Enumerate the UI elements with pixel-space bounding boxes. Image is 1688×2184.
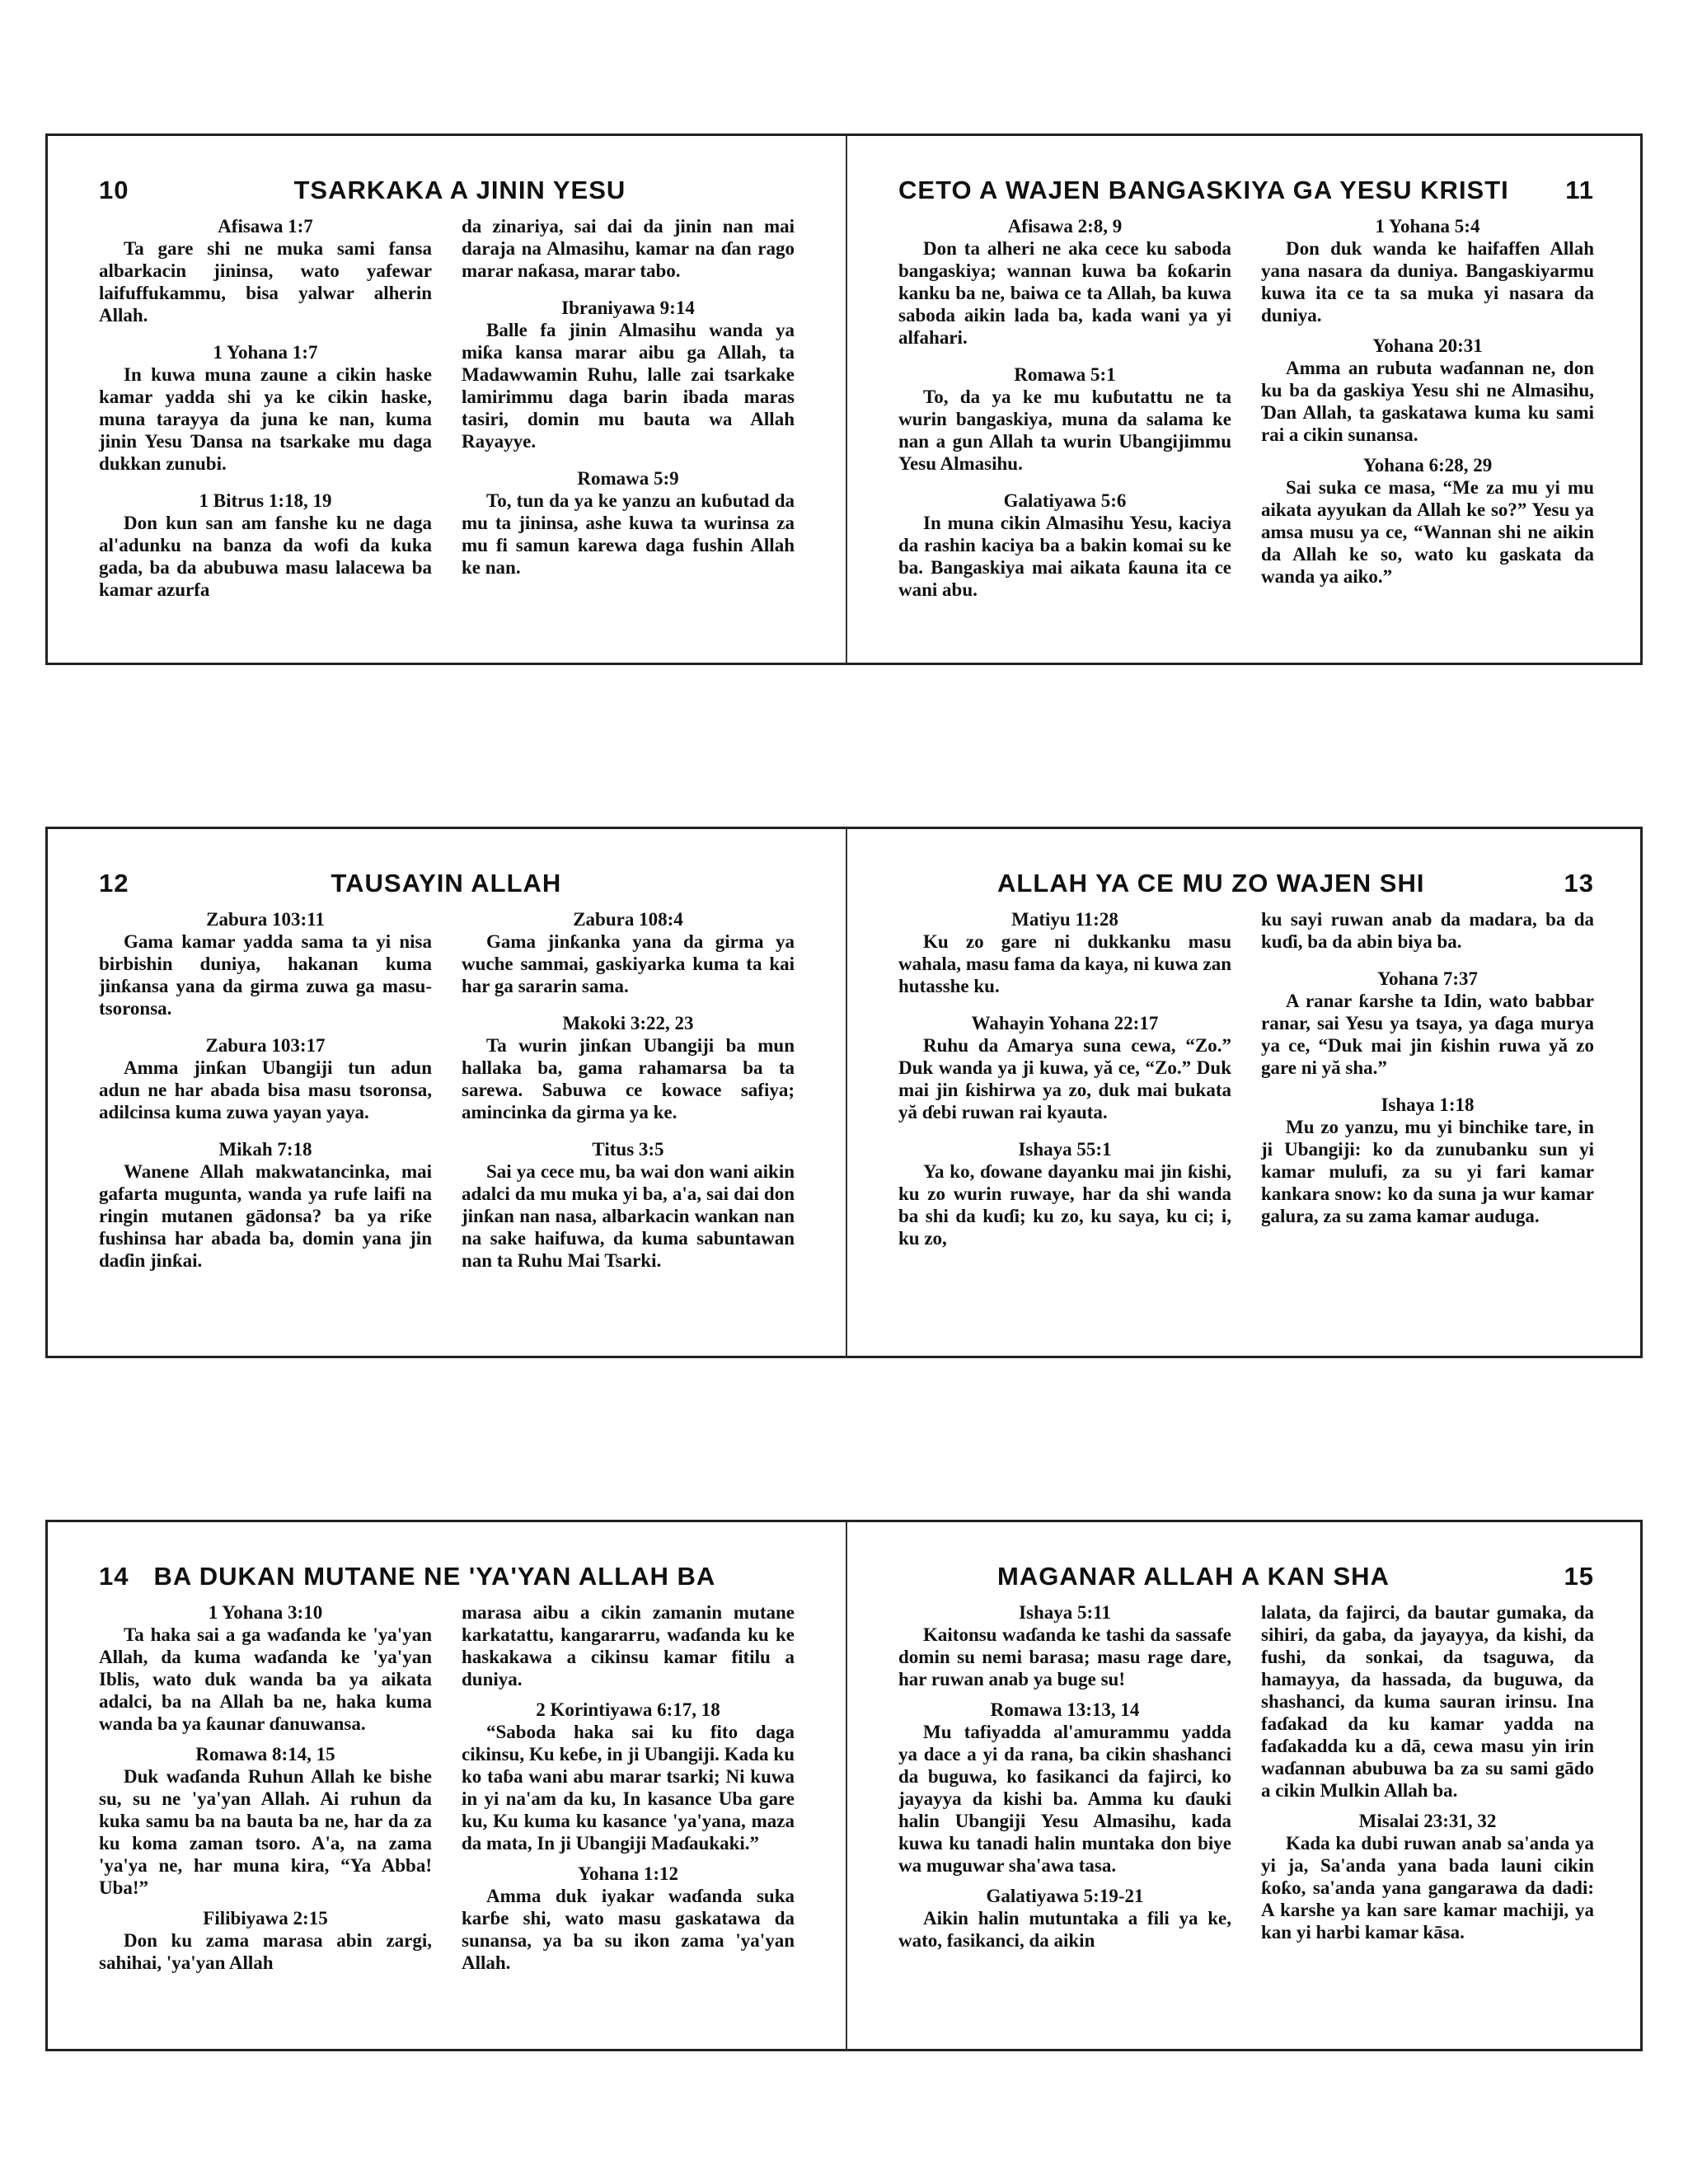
page-header bbox=[898, 176, 1594, 209]
verse-text: Don kun san am fanshe ku ne daga al'adunku na banza da wofi da kuka gada, ba da abubuwa masu lalacewa ba kamar azurfa bbox=[99, 513, 432, 600]
page-number: 13 bbox=[1564, 869, 1594, 898]
verse-reference: Galatiyawa 5:19-21 bbox=[986, 1886, 1144, 1906]
text-column-2 bbox=[462, 1601, 795, 1989]
text-column-1 bbox=[898, 1601, 1231, 1966]
verse-text: Gama kamar yadda sama ta yi nisa birbishin duniya, hakanan kuma jinƙansa yana da girma zuwa ga masu-tsoronsa. bbox=[99, 931, 432, 1019]
verse-text: Ta wurin jinƙan Ubangiji ba mun hallaka ba, gama rahamarsa ba ta sarewa. Sabuwa ce kowace safiya; amincinka da girma ya ke. bbox=[462, 1035, 795, 1122]
page-11 bbox=[847, 136, 1645, 663]
page-10 bbox=[48, 136, 846, 663]
text-column-2 bbox=[462, 908, 795, 1286]
verse-reference: Matiyu 11:28 bbox=[1011, 909, 1118, 930]
verse-reference: Filibiyawa 2:15 bbox=[203, 1908, 328, 1929]
page-title: ALLAH YA CE MU ZO WAJEN SHI bbox=[997, 869, 1425, 898]
page-header bbox=[99, 176, 795, 209]
verse-text: Kaitonsu waɗanda ke tashi da sassafe domin su nemi barasa; masu rage dare, har ruwan anab ya buge su! bbox=[898, 1624, 1231, 1690]
verse-reference: Ishaya 55:1 bbox=[1018, 1139, 1112, 1160]
verse-reference: Romawa 13:13, 14 bbox=[990, 1699, 1140, 1720]
verse-text: Ruhu da Amarya suna cewa, “Zo.” Duk wanda ya ji kuwa, yă ce, “Zo.” Duk mai jin ƙishirwa ya zo, duk mai bukata yă ɗebi ruwan rai kyauta. bbox=[898, 1035, 1231, 1122]
verse-reference: Yohana 1:12 bbox=[577, 1863, 679, 1884]
verse-reference: Mikah 7:18 bbox=[218, 1139, 312, 1160]
verse-reference: Yohana 7:37 bbox=[1376, 968, 1479, 989]
verse-text: To, tun da ya ke yanzu an kuɓutad da mu ta jininsa, ashe kuwa ta wurinsa za mu fi samun karewa daga fushin Allah ke nan. bbox=[462, 490, 795, 578]
verse-text: To, da ya ke mu kuɓutattu ne ta wurin bangaskiya, muna da salama ke nan a gun Allah ta wurin Ubangijimmu Yesu Almasihu. bbox=[898, 387, 1231, 474]
verse-text: Amma an rubuta waɗannan ne, don ku ba da gaskiya Yesu shi ne Almasihu, Ɗan Allah, ta gaskatawa kuma ku sami rai a cikin sunansa. bbox=[1261, 358, 1594, 445]
text-column-1 bbox=[99, 215, 432, 616]
verse-reference: Romawa 8:14, 15 bbox=[195, 1744, 335, 1765]
verse-reference: 1 Bitrus 1:18, 19 bbox=[199, 490, 332, 511]
verse-text: Balle fa jinin Almasihu wanda ya miƙa kansa marar aibu ga Allah, ta Madawwamin Ruhu, lalle zai tsarkake lamirimmu daga barin ibada maras tasiri, domin mu bauta wa Allah Rayayye. bbox=[462, 320, 795, 452]
verse-reference: Wahayin Yohana 22:17 bbox=[971, 1013, 1159, 1033]
verse-reference: 1 Yohana 3:10 bbox=[208, 1602, 323, 1623]
page-title: BA DUKAN MUTANE NE 'YA'YAN ALLAH BA bbox=[153, 1562, 716, 1591]
text-column-2 bbox=[1261, 908, 1594, 1264]
verse-reference: Galatiyawa 5:6 bbox=[1003, 490, 1127, 511]
verse-text: A ranar ƙarshe ta Idin, wato babbar ranar, sai Yesu ya tsaya, ya ɗaga murya ya ce, “Duk mai jin ƙishin ruwa yă zo gare ni yă sha.” bbox=[1261, 991, 1594, 1078]
verse-text-continued: lalata, da fajirci, da bautar gumaka, da sihiri, da gaba, da jayayya, da kishi, da fushi, da sonkai, da tsaguwa, da hamayya, da hassada, da buguwa, da shashanci, da kuma sauran irinsu. Ina faɗakad da ku kamar yadda na faɗakadda ku a dā, cewa masu yin irin waɗannan abubuwa ba za su sami gādo a cikin Mulkin Allah ba. bbox=[1261, 1602, 1594, 1801]
verse-reference: Zabura 103:17 bbox=[205, 1035, 326, 1056]
text-column-2 bbox=[1261, 215, 1594, 616]
verse-text: Wanene Allah makwatancinka, mai gafarta mugunta, wanda ya rufe laifi na ringin mutanen gādonsa? ba ya riƙe fushinsa har abada ba, domin yana jin daɗin jinƙai. bbox=[99, 1161, 432, 1271]
verse-text-continued: ku sayi ruwan anab da madara, ba da kuɗi, ba da abin biya ba. bbox=[1261, 909, 1594, 952]
verse-reference: Ishaya 1:18 bbox=[1381, 1094, 1475, 1115]
verse-text: In muna cikin Almasihu Yesu, kaciya da rashin kaciya ba a bakin komai su ke ba. Bangaskiya mai aikata ƙauna ita ce wani abu. bbox=[898, 513, 1231, 600]
text-column-1 bbox=[898, 215, 1231, 616]
page-title: TSARKAKA A JININ YESU bbox=[293, 176, 626, 204]
verse-reference: Yohana 20:31 bbox=[1372, 335, 1483, 356]
verse-reference: 1 Yohana 1:7 bbox=[213, 342, 318, 363]
page-number: 14 bbox=[99, 1562, 129, 1591]
page-number: 11 bbox=[1565, 176, 1594, 204]
page-13 bbox=[847, 829, 1645, 1356]
verse-text: Ta gare shi ne muka sami fansa albarkacin jininsa, wato yafewar laifuffukammu, bisa yalwar alherin Allah. bbox=[99, 238, 432, 326]
page-title: MAGANAR ALLAH A KAN SHA bbox=[997, 1562, 1390, 1591]
verse-reference: Zabura 103:11 bbox=[206, 909, 325, 930]
booklet-sheet-2 bbox=[45, 827, 1643, 1358]
verse-text: Kada ka dubi ruwan anab sa'anda ya yi ja, Sa'anda yana bada launi cikin ƙoƙo, sa'anda yana gangarawa da dadi: A karshe ya kan sare kamar machiji, ya kan yi harbi kamar kāsa. bbox=[1261, 1833, 1594, 1943]
page-12 bbox=[48, 829, 846, 1356]
page-number: 10 bbox=[99, 176, 129, 204]
verse-text: Amma duk iyakar waɗanda suka karɓe shi, wato masu gaskatawa da sunansa, ya ba su ikon zama 'ya'yan Allah. bbox=[462, 1886, 795, 1973]
booklet-sheet-1 bbox=[45, 134, 1643, 665]
verse-reference: 2 Korintiyawa 6:17, 18 bbox=[536, 1699, 720, 1720]
text-column-2 bbox=[1261, 1601, 1594, 1966]
page-header bbox=[898, 869, 1594, 902]
verse-reference: 1 Yohana 5:4 bbox=[1375, 216, 1480, 237]
page-15 bbox=[847, 1522, 1645, 2049]
verse-text: Ku zo gare ni dukkanku masu wahala, masu fama da kaya, ni kuwa zan hutasshe ku. bbox=[898, 931, 1231, 996]
page-header bbox=[898, 1562, 1594, 1595]
verse-text: Ya ko, ɗowane dayanku mai jin ƙishi, ku zo wurin ruwaye, har da shi wanda ba shi da kuɗi; ku zo, ku saya, ku ci; i, ku zo, bbox=[898, 1161, 1231, 1249]
page-header bbox=[99, 869, 795, 902]
verse-text: Amma jinƙan Ubangiji tun adun adun ne har abada bisa masu tsoronsa, adilcinsa kuma zuwa yayan yaya. bbox=[99, 1057, 432, 1122]
text-column-2 bbox=[462, 215, 795, 616]
verse-text: Don ku zama marasa abin zargi, sahihai, 'ya'yan Allah bbox=[99, 1930, 432, 1973]
verse-reference: Afisawa 2:8, 9 bbox=[1007, 216, 1123, 237]
verse-text: Aikin halin mutuntaka a fili ya ke, wato, fasikanci, da aikin bbox=[898, 1908, 1231, 1951]
page-number: 12 bbox=[99, 869, 129, 898]
verse-reference: Yohana 6:28, 29 bbox=[1362, 455, 1493, 476]
verse-reference: Ishaya 5:11 bbox=[1019, 1602, 1111, 1623]
text-column-1 bbox=[99, 908, 432, 1286]
verse-reference: Romawa 5:1 bbox=[1014, 364, 1116, 385]
verse-reference: Zabura 108:4 bbox=[573, 909, 683, 930]
page-number: 15 bbox=[1564, 1562, 1594, 1591]
verse-reference: Ibraniyawa 9:14 bbox=[561, 298, 695, 318]
verse-reference: Afisawa 1:7 bbox=[218, 216, 313, 237]
text-column-1 bbox=[99, 1601, 432, 1989]
verse-reference: Romawa 5:9 bbox=[577, 468, 679, 489]
booklet-sheet-3 bbox=[45, 1520, 1643, 2051]
verse-reference: Makoki 3:22, 23 bbox=[562, 1013, 694, 1033]
verse-text: Mu tafiyadda al'amurammu yadda ya dace a yi da rana, ba cikin shashanci da buguwa, ko fasikanci da fajirci, ko jayayya da kishi ba. Amma ku ɗauki halin Ubangiji Yesu Almasihu, kada kuwa ku tanadi halin muntaka don biye wa muguwar sha'awa tasa. bbox=[898, 1722, 1231, 1876]
verse-reference: Misalai 23:31, 32 bbox=[1358, 1811, 1497, 1831]
verse-text-continued: da zinariya, sai dai da jinin nan mai daraja na Almasihu, kamar na ɗan rago marar naƙasa, marar tabo. bbox=[462, 216, 795, 281]
verse-text: Don ta alheri ne aka cece ku saboda bangaskiya; wannan kuwa ba ƙoƙarin kanku ba ne, baiwa ce ta Allah, ba kuwa saboda aikin lada ba, kada wani ya yi alfahari. bbox=[898, 238, 1231, 348]
text-column-1 bbox=[898, 908, 1231, 1264]
verse-text: In kuwa muna zaune a cikin haske kamar yadda shi ya ke cikin haske, muna tarayya da juna ke nan, kuma jinin Yesu Ɗansa na tsarkake mu daga dukkan zunubi. bbox=[99, 364, 432, 474]
verse-text: “Saboda haka sai ku fito daga cikinsu, Ku keɓe, in ji Ubangiji. Kada ku ko taɓa wani abu marar tsarki; Ni kuwa in yi na'am da ku, In kasance Uba gare ku, Ku kuma ku kasance 'ya'yana, maza da mata, In ji Ubangiji Maɗaukaki.” bbox=[462, 1722, 795, 1854]
verse-text: Don duk wanda ke haifaffen Allah yana nasara da duniya. Bangaskiyarmu kuwa ita ce ta sa muka yi nasara da duniya. bbox=[1261, 238, 1594, 326]
page-header bbox=[99, 1562, 795, 1595]
page-title: TAUSAYIN ALLAH bbox=[331, 869, 562, 898]
verse-text: Sai ya cece mu, ba wai don wani aikin adalci da mu muka yi ba, a'a, sai dai don jinƙan nan nasa, albarkacin wankan nan na sake haifuwa, da kuma sabuntawan nan ta Ruhu Mai Tsarki. bbox=[462, 1161, 795, 1271]
page-title: CETO A WAJEN BANGASKIYA GA YESU KRISTI bbox=[898, 176, 1509, 204]
verse-text: Gama jinƙanka yana da girma ya wuche sammai, gaskiyarka kuma ta kai har ga sararin sama. bbox=[462, 931, 795, 996]
verse-text: Ta haka sai a ga waɗanda ke 'ya'yan Allah, da kuma waɗanda ke 'ya'yan Iblis, wato duk wanda ba ya aikata adalci, ba na Allah ba ne, haka kuma wanda ba ya ƙaunar ɗanuwansa. bbox=[99, 1624, 432, 1734]
verse-reference: Titus 3:5 bbox=[592, 1139, 664, 1160]
page-14 bbox=[48, 1522, 846, 2049]
verse-text: Mu zo yanzu, mu yi binchike tare, in ji Ubangiji: ko da zunubanku sun yi kamar mulufi, za su yi fari kamar kankara snow: ko da suna ja wur kamar galura, za su zama kamar auduga. bbox=[1261, 1117, 1594, 1226]
verse-text-continued: marasa aibu a cikin zamanin mutane karkatattu, kangararru, waɗanda ku ke haskakawa a cikinsu kamar fitilu a duniya. bbox=[462, 1602, 795, 1690]
verse-text: Sai suka ce masa, “Me za mu yi mu aikata ayyukan da Allah ke so?” Yesu ya amsa musu ya ce, “Wannan shi ne aikin da Allah ke so, wato ku gaskata da wanda ya aiko.” bbox=[1261, 477, 1594, 587]
verse-text: Duk waɗanda Ruhun Allah ke bishe su, su ne 'ya'yan Allah. Ai ruhun da kuka samu ba na bauta ba ne, har da za ku koma zaman tsoro. A'a, na zama 'ya'ya ne, har muna kira, “Ya Abba! Uba!” bbox=[99, 1766, 432, 1898]
